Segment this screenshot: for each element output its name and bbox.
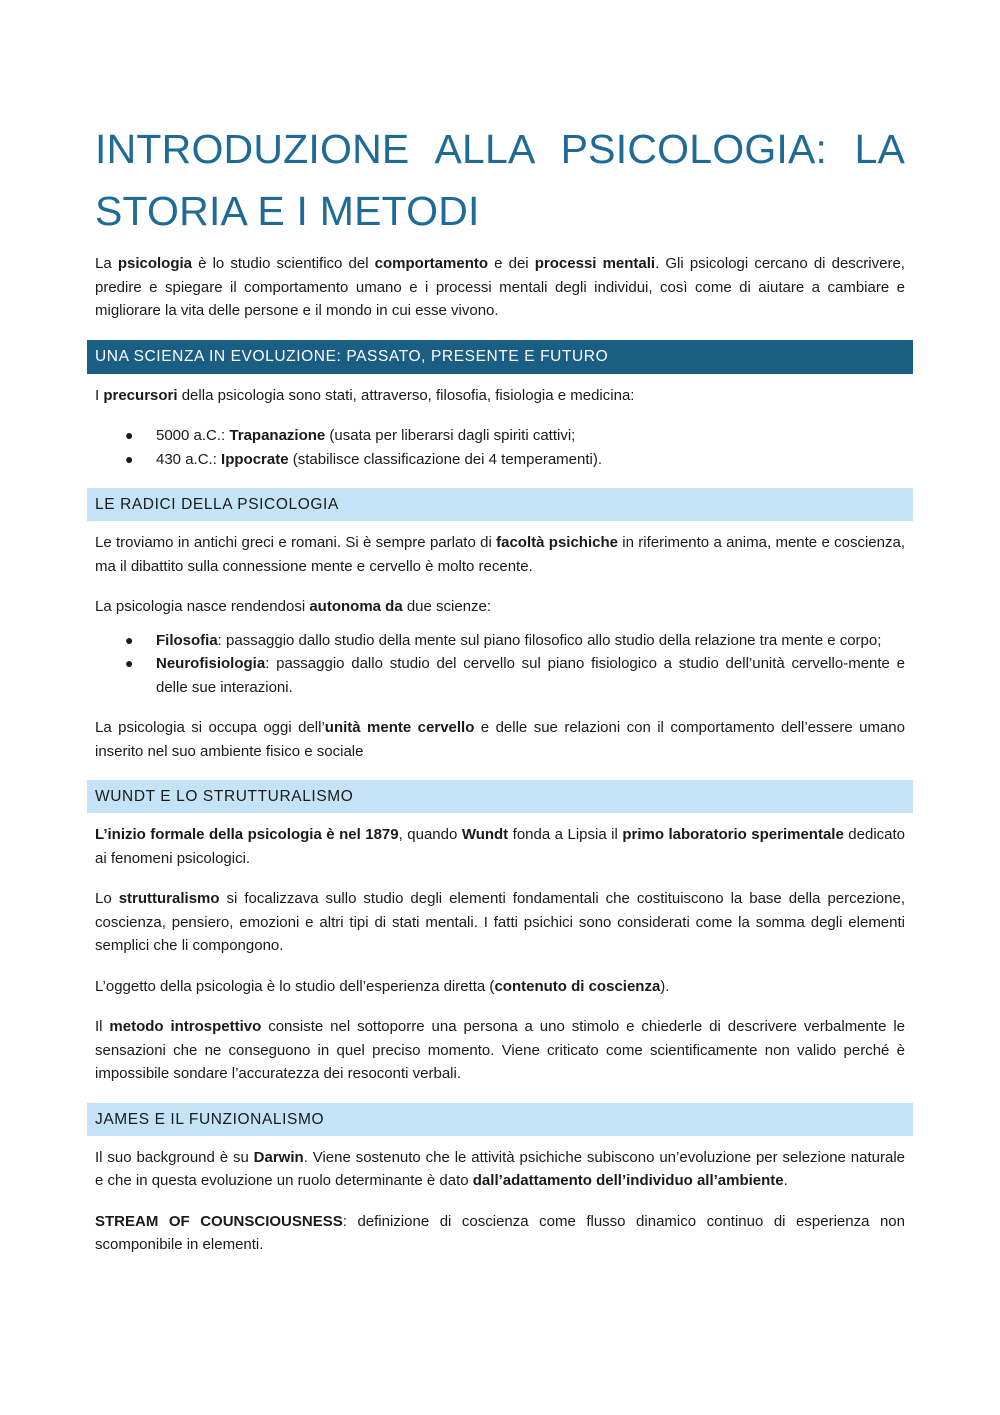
list-item: ● Neurofisiologia: passaggio dallo studio del cervello sul piano fisiologico a studio dell’unità cervello-mente e delle sue interazioni.	[95, 652, 905, 699]
list-item: ● 430 a.C.: Ippocrate (stabilisce classificazione dei 4 temperamenti).	[95, 448, 905, 472]
intro-paragraph: La psicologia è lo studio scientifico del comportamento e dei processi mentali. Gli psicologi cercano di descrivere, predire e spiegare il comportamento umano e i processi mentali degli individui, così come di aiutare a cambiare e migliorare la vita delle persone e il mondo in cui esse vivono.	[95, 255, 905, 319]
list-item: ● Filosofia: passaggio dallo studio della mente sul piano filosofico allo studio della relazione tra mente e corpo;	[95, 629, 905, 653]
title-line-1: INTRODUZIONE ALLA PSICOLOGIA: LA	[95, 126, 905, 172]
scienze-list	[95, 629, 905, 700]
section-heading-wundt: WUNDT E LO STRUTTURALISMO	[87, 780, 913, 813]
precursori-list	[95, 424, 905, 471]
james-paragraph-2: STREAM OF COUNSCIOUSNESS: definizione di coscienza come flusso dinamico continuo di esperienza non scomponibile in elementi.	[95, 1212, 905, 1253]
section-heading-radici: LE RADICI DELLA PSICOLOGIA	[87, 488, 913, 521]
radici-paragraph-1: Le troviamo in antichi greci e romani. Si è sempre parlato di facoltà psichiche in riferimento a anima, mente e coscienza, ma il dibattito sulla connessione mente e cervello è molto recente.	[95, 534, 905, 575]
wundt-paragraph-2: Lo strutturalismo si focalizzava sullo studio degli elementi fondamentali che costituiscono la base della percezione, coscienza, pensiero, emozioni e altri tipi di stati mentali. I fatti psichici sono considerati come la somma degli elementi semplici che li compongono.	[95, 890, 905, 954]
bullet-icon: ●	[125, 427, 134, 443]
section-heading-scienza-evoluzione: UNA SCIENZA IN EVOLUZIONE: PASSATO, PRESENTE E FUTURO	[87, 340, 913, 374]
wundt-paragraph-1: L’inizio formale della psicologia è nel 1879, quando Wundt fonda a Lipsia il primo laboratorio sperimentale dedicato ai fenomeni psicologici.	[95, 826, 906, 867]
bullet-icon: ●	[125, 450, 134, 467]
document-body	[95, 118, 905, 1274]
radici-paragraph-2: La psicologia nasce rendendosi autonoma da due scienze:	[95, 598, 492, 615]
wundt-paragraph-3: L’oggetto della psicologia è lo studio dell’esperienza diretta (contenuto di coscienza).	[95, 977, 670, 995]
wundt-paragraph-4: Il metodo introspettivo consiste nel sottoporre una persona a uno stimolo e chiederle di descrivere verbalmente le sensazioni che ne conseguono in quel preciso momento. Viene criticato come scientificamente non valido perché è impossibile sondare l’accuratezza dei resoconti verbali.	[95, 1018, 905, 1082]
document-title	[95, 118, 905, 242]
precursori-paragraph: I precursori della psicologia sono stati, attraverso, filosofia, fisiologia e medicina:	[95, 386, 635, 404]
list-item: ● 5000 a.C.: Trapanazione (usata per liberarsi dagli spiriti cattivi;	[95, 424, 905, 448]
james-paragraph-1: Il suo background è su Darwin. Viene sostenuto che le attività psichiche subiscono un’evoluzione per selezione naturale e che in questa evoluzione un ruolo determinante è dato dall’adattamento dell’individuo all’ambiente.	[95, 1148, 905, 1189]
section-heading-james: JAMES E IL FUNZIONALISMO	[87, 1103, 913, 1136]
radici-paragraph-3: La psicologia si occupa oggi dell’unità mente cervello e delle sue relazioni con il comportamento dell’essere umano inserito nel suo ambiente fisico e sociale	[95, 719, 905, 760]
bullet-icon: ●	[125, 655, 134, 671]
bullet-icon: ●	[125, 631, 134, 648]
title-line-2: STORIA E I METODI	[95, 188, 480, 234]
